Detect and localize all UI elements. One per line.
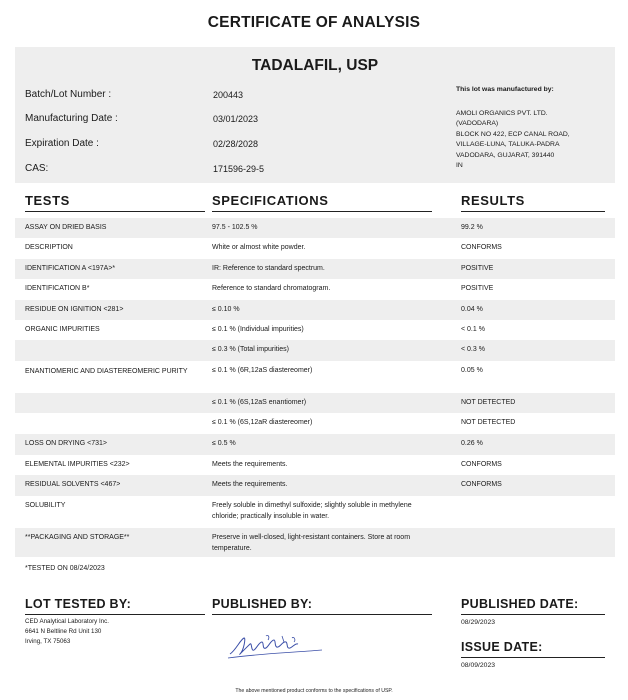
test-name: RESIDUE ON IGNITION <281>: [25, 306, 124, 313]
table-row: [15, 393, 615, 413]
issue-date-rule: [461, 657, 605, 658]
test-result: < 0.3 %: [461, 346, 485, 353]
table-row: [15, 259, 615, 279]
table-row: [15, 475, 615, 496]
test-result: CONFORMS: [461, 244, 502, 251]
test-result: POSITIVE: [461, 285, 494, 292]
product-header: [15, 47, 615, 183]
table-row: [15, 300, 615, 320]
test-result: CONFORMS: [461, 481, 502, 488]
test-specification: 97.5 - 102.5 %: [212, 224, 258, 231]
test-specification: ≤ 0.1 % (Individual impurities): [212, 326, 304, 333]
test-specification: White or almost white powder.: [212, 244, 306, 251]
test-result: 0.05 %: [461, 367, 483, 374]
test-result: CONFORMS: [461, 461, 502, 468]
manufacturer-line: VILLAGE-LUNA, TALUKA-PADRA: [456, 141, 560, 149]
manufacturer-line: AMOLI ORGANICS PVT. LTD.: [456, 110, 548, 117]
test-result: 0.26 %: [461, 440, 483, 447]
issue-date-title: ISSUE DATE:: [461, 640, 543, 654]
table-row: [15, 218, 615, 238]
lab-address-line: Irving, TX 75063: [25, 638, 71, 645]
table-row: [15, 361, 615, 393]
tested-note: *TESTED ON 08/24/2023: [25, 565, 105, 572]
test-specification: ≤ 0.1 % (6S,12aR diastereomer): [212, 419, 313, 426]
test-specification: ≤ 0.1 % (6R,12aS diastereomer): [212, 367, 313, 374]
published-date-rule: [461, 614, 605, 615]
batch-value: 200443: [213, 90, 244, 100]
lot-tested-rule: [25, 614, 205, 615]
table-row: [15, 340, 615, 361]
signature-image: [226, 628, 326, 664]
results-column-header: RESULTS: [461, 193, 525, 208]
manufacturer-line: IN: [456, 162, 463, 170]
test-specification: ≤ 0.1 % (6S,12aS enantiomer): [212, 399, 307, 406]
lot-tested-title: LOT TESTED BY:: [25, 597, 132, 611]
published-by-rule: [212, 614, 432, 615]
test-name: LOSS ON DRYING <731>: [25, 440, 107, 447]
table-row: [15, 279, 615, 300]
test-name: ORGANIC IMPURITIES: [25, 326, 100, 333]
test-specification: Reference to standard chromatogram.: [212, 285, 331, 292]
test-name: ENANTIOMERIC AND DIASTEREOMERIC PURITY: [25, 368, 188, 375]
batch-label: Batch/Lot Number :: [25, 89, 112, 100]
manufacturer-address: [456, 109, 570, 171]
table-row: [15, 528, 615, 557]
test-specification: Freely soluble in dimethyl sulfoxide; slightly soluble in methylene chloride; practically insoluble in water.: [212, 502, 412, 520]
test-specification: Meets the requirements.: [212, 481, 288, 488]
test-result: NOT DETECTED: [461, 419, 516, 426]
table-row: [15, 238, 615, 259]
manufacturer-line: (VADODARA): [456, 120, 499, 128]
test-name: ELEMENTAL IMPURITIES <232>: [25, 461, 130, 468]
expiration-date-value: 02/28/2028: [213, 139, 259, 149]
test-specification: Preserve in well-closed, light-resistant containers. Store at room temperature.: [212, 534, 411, 552]
test-specification: IR: Reference to standard spectrum.: [212, 265, 325, 272]
test-name: IDENTIFICATION A <197A>*: [25, 265, 116, 272]
issue-date-value: 08/09/2023: [461, 662, 496, 669]
test-result: 99.2 %: [461, 224, 483, 231]
test-specification: ≤ 0.3 % (Total impurities): [212, 346, 289, 353]
tests-column-header: TESTS: [25, 193, 70, 208]
published-by-title: PUBLISHED BY:: [212, 597, 313, 611]
test-name: SOLUBILITY: [25, 502, 66, 509]
footer-statement: The above mentioned product conforms to the specifications of USP.: [235, 688, 393, 694]
table-row: [15, 455, 615, 475]
lab-address-line: 6641 N Beltline Rd Unit 130: [25, 628, 102, 635]
cas-label: CAS:: [25, 163, 49, 174]
test-name: DESCRIPTION: [25, 244, 73, 251]
lab-address: [25, 617, 109, 647]
manufacturing-date-label: Manufacturing Date :: [25, 113, 118, 124]
product-name: TADALAFIL, USP: [251, 57, 379, 74]
specifications-column-header: SPECIFICATIONS: [212, 193, 329, 208]
test-name: IDENTIFICATION B*: [25, 285, 90, 292]
test-result: < 0.1 %: [461, 326, 485, 333]
document-title: CERTIFICATE OF ANALYSIS: [207, 14, 421, 31]
results-header-rule: [461, 211, 605, 212]
test-name: ASSAY ON DRIED BASIS: [25, 224, 107, 231]
manufacturer-title: This lot was manufactured by:: [456, 86, 554, 93]
cas-value: 171596-29-5: [213, 164, 265, 174]
test-result: 0.04 %: [461, 306, 483, 313]
specifications-header-rule: [212, 211, 432, 212]
tests-header-rule: [25, 211, 205, 212]
test-specification: Meets the requirements.: [212, 461, 288, 468]
table-row: [15, 320, 615, 340]
lab-address-line: CED Analytical Laboratory Inc.: [25, 618, 109, 625]
test-name: **PACKAGING AND STORAGE**: [25, 534, 130, 541]
manufacturer-line: BLOCK NO 422, ECP CANAL ROAD,: [456, 130, 570, 138]
test-name: RESIDUAL SOLVENTS <467>: [25, 481, 121, 488]
table-row: [15, 496, 615, 528]
manufacturer-line: VADODARA, GUJARAT, 391440: [456, 151, 555, 159]
manufacturing-date-value: 03/01/2023: [213, 114, 259, 124]
test-specification: ≤ 0.10 %: [212, 306, 240, 313]
test-specification: ≤ 0.5 %: [212, 440, 236, 447]
table-row: [15, 434, 615, 455]
table-row: [15, 413, 615, 434]
test-result: NOT DETECTED: [461, 399, 516, 406]
test-result: POSITIVE: [461, 265, 494, 272]
expiration-date-label: Expiration Date :: [25, 138, 99, 149]
published-date-value: 08/29/2023: [461, 619, 496, 626]
published-date-title: PUBLISHED DATE:: [461, 597, 579, 611]
